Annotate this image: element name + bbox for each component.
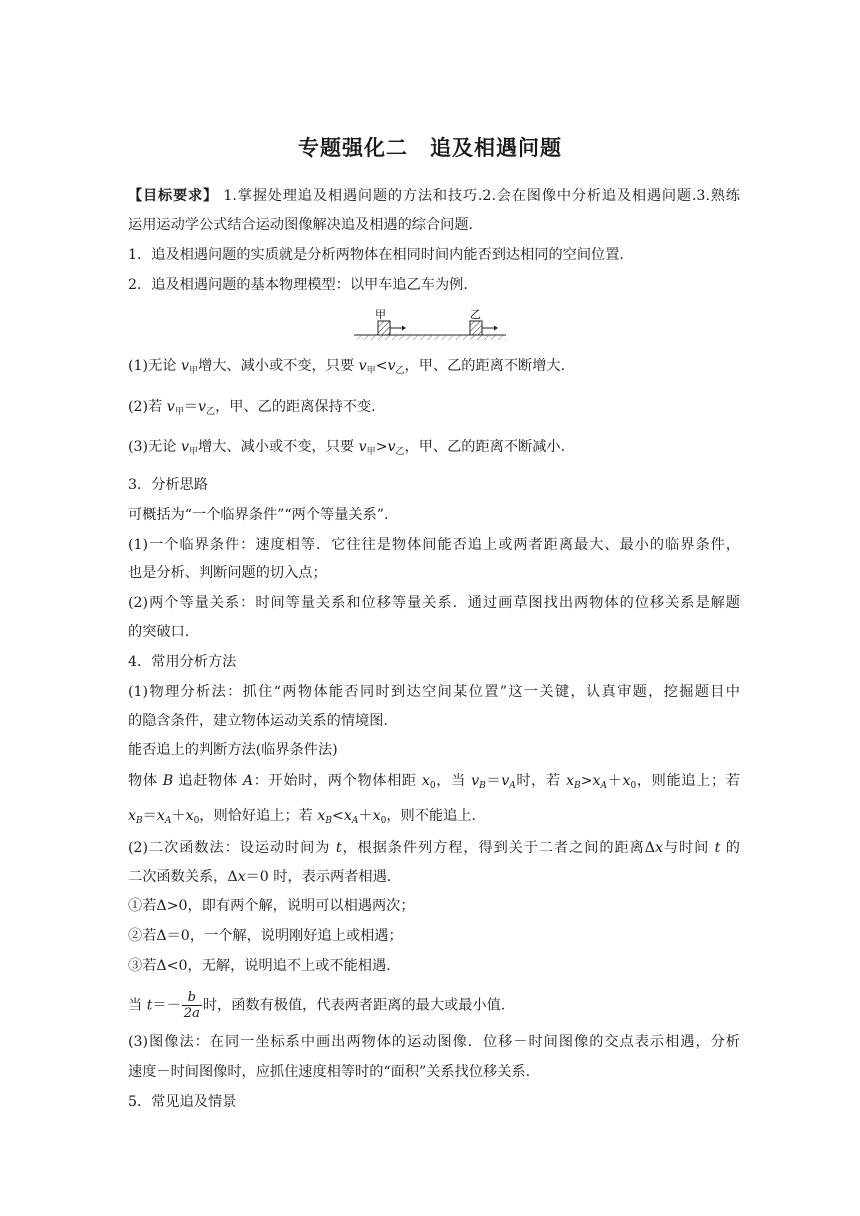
goal-text-1: 1.掌握处理追及相遇问题的方法和技巧.2.会在图像中分析追及相遇问题.3.熟练 (223, 188, 740, 204)
section-4-line-10: ③若Δ<0，无解，说明追不上或不能相遇. (128, 958, 391, 974)
section-4-line-2: 的隐含条件，建立物体运动关系的情境图. (128, 713, 388, 729)
section-4-title: 4．常用分析方法 (128, 654, 237, 670)
section-5-title: 5．常见追及情景 (128, 1094, 237, 1110)
section-4-line-11: 当 t＝－ $\frac{b}{2a}$ 时，函数有极值，代表两者距离的最大或最小值. (128, 990, 506, 1021)
section-4-line-4: 物体 B 追赶物体 A：开始时，两个物体相距 $x_0$，当 $v_B=v_A$时，若 $x_B>x_A+x_0$，则能追上；若 (128, 773, 740, 791)
car-jia-arrowhead (402, 326, 406, 331)
section-4-line-7: 二次函数关系，Δx＝0 时，表示两者相遇. (128, 869, 392, 885)
page-title (0, 132, 860, 162)
section-4-line-13: 速度－时间图像时，应抓住速度相等时的“面积”关系找位移关系. (128, 1064, 531, 1080)
case-1: (1)无论 $v_甲$增大、减小或不变，只要 $v_甲<v_乙$，甲、乙的距离不断增大. (128, 358, 566, 376)
car-yi (470, 321, 482, 335)
goal-line-1 (128, 186, 740, 206)
title-sub: 追及相遇问题 (430, 136, 562, 160)
section-4-line-6: (2)二次函数法：设运动时间为 t，根据条件列方程，得到关于二者之间的距离Δx与时间 t 的 (128, 840, 740, 856)
title-main: 专题强化二 (298, 136, 408, 160)
goal-tag: 【目标要求】 (128, 188, 219, 204)
goal-line-2: 运用运动学公式结合运动图像解决追及相遇的综合问题. (128, 217, 474, 233)
fraction-b-over-2a: $\frac{b}{2a}$ (183, 990, 200, 1021)
car-yi-arrowhead (494, 326, 498, 331)
section-3-line-5: 的突破口. (128, 624, 190, 640)
section-4-line-12: (3)图像法：在同一坐标系中画出两物体的运动图像．位移－时间图像的交点表示相遇，分析 (128, 1034, 740, 1050)
section-3-line-3: 也是分析、判断问题的切入点； (128, 565, 327, 581)
section-3-title: 3．分析思路 (128, 477, 208, 493)
section-3-line-4: (2)两个等量关系：时间等量关系和位移等量关系．通过画草图找出两物体的位移关系是解题 (128, 595, 740, 611)
section-3-line-2: (1)一个临界条件：速度相等．它往往是物体间能否追上或两者距离最大、最小的临界条件， (128, 537, 740, 553)
section-4-line-5: $x_B=x_A+x_0$，则恰好追上；若 $x_B<x_A+x_0$，则不能追上. (128, 808, 476, 826)
section-4-line-1: (1)物理分析法：抓住“两物体能否同时到达空间某位置”这一关键，认真审题，挖掘题目中 (128, 684, 740, 700)
car-chase-figure (352, 302, 512, 342)
section-4-line-9: ②若Δ＝0，一个解，说明刚好追上或相遇； (128, 928, 403, 944)
section-4-line-8: ①若Δ>0，即有两个解，说明可以相遇两次； (128, 898, 415, 914)
section-3-line-1: 可概括为“一个临界条件”“两个等量关系”. (128, 507, 389, 523)
label-jia: 甲 (375, 308, 386, 321)
case-2: (2)若 $v_甲=v_乙$，甲、乙的距离保持不变. (128, 399, 376, 417)
case-3: (3)无论 $v_甲$增大、减小或不变，只要 $v_甲>v_乙$，甲、乙的距离不断减小. (128, 439, 566, 457)
road-hatch (354, 335, 506, 340)
label-yi: 乙 (470, 308, 481, 321)
paragraph-1: 1．追及相遇问题的实质就是分析两物体在相同时间内能否到达相同的空间位置. (128, 247, 624, 263)
car-jia (378, 321, 390, 335)
section-4-line-3: 能否追上的判断方法(临界条件法) (128, 742, 338, 758)
paragraph-2: 2．追及相遇问题的基本物理模型：以甲车追乙车为例. (128, 277, 468, 293)
